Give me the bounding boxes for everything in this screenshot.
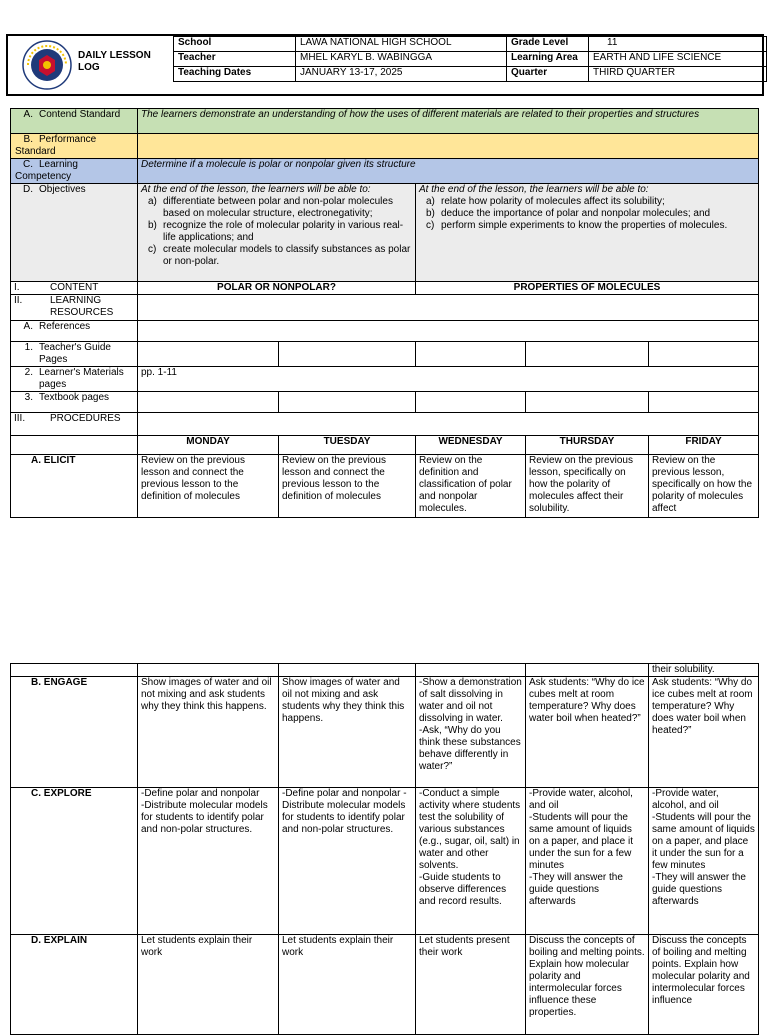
- row-carry-over: [11, 664, 759, 677]
- content-standard-text: The learners demonstrate an understanding of how the uses of different materials are related to their properties and structures: [138, 109, 759, 134]
- elicit-wednesday: Review on the definition and classification of polar and nonpolar molecules.: [416, 455, 526, 518]
- row-performance-standard: [11, 134, 759, 159]
- learning-area-label: Learning Area: [507, 52, 589, 67]
- row-objectives: [11, 184, 759, 282]
- teacher-label: Teacher: [174, 52, 296, 67]
- engage-wednesday: -Show a demonstration of salt dissolving in water and oil not dissolving in water. -Ask, “Why do you think these substances behave differently in water?”: [416, 677, 526, 788]
- learning-resources-label: II. LEARNING RESOURCES: [11, 295, 138, 321]
- teachers-guide-label: 1. Teacher's Guide Pages: [11, 342, 138, 367]
- explore-friday: -Provide water, alcohol, and oil -Students will pour the same amount of liquids on a paper, and place it under the sun for a few minutes -They will answer the guide questions afterwards: [649, 788, 759, 935]
- tb-tue: [279, 392, 416, 413]
- day-wednesday: WEDNESDAY: [416, 436, 526, 455]
- row-references: [11, 321, 759, 342]
- days-blank: [11, 436, 138, 455]
- learning-competency-text: Determine if a molecule is polar or nonpolar given its structure: [138, 159, 759, 184]
- school-value: LAWA NATIONAL HIGH SCHOOL: [296, 37, 507, 52]
- header-row-school: [174, 37, 767, 52]
- day-tuesday: TUESDAY: [279, 436, 416, 455]
- engage-monday: Show images of water and oil not mixing and ask students why they think this happens.: [138, 677, 279, 788]
- quarter-value: THIRD QUARTER: [589, 67, 767, 82]
- explain-wednesday: Let students present their work: [416, 935, 526, 1035]
- elicit-monday: Review on the previous lesson and connect the previous lesson to the definition of molecules: [138, 455, 279, 518]
- elicit-label: A. ELICIT: [11, 455, 138, 518]
- day-monday: MONDAY: [138, 436, 279, 455]
- tb-thu: [526, 392, 649, 413]
- carry-blank-3: [279, 664, 416, 677]
- grade-level-label: Grade Level: [507, 37, 589, 52]
- deped-seal-icon: [22, 40, 72, 90]
- explain-tuesday: Let students explain their work: [279, 935, 416, 1035]
- elicit-thursday: Review on the previous lesson, specifically on how the polarity of molecules affect their solubility.: [526, 455, 649, 518]
- references-label: A. References: [11, 321, 138, 342]
- teacher-value: MHEL KARYL B. WABINGGA: [296, 52, 507, 67]
- row-engage: [11, 677, 759, 788]
- day-thursday: THURSDAY: [526, 436, 649, 455]
- textbook-pages-label: 3. Textbook pages: [11, 392, 138, 413]
- learners-materials-label: 2. Learner's Materials pages: [11, 367, 138, 392]
- content-label: I. CONTENT: [11, 282, 138, 295]
- tb-wed: [416, 392, 526, 413]
- row-learners-materials: [11, 367, 759, 392]
- tg-wed: [416, 342, 526, 367]
- row-days: [11, 436, 759, 455]
- tb-mon: [138, 392, 279, 413]
- explain-thursday: Discuss the concepts of boiling and melting points. Explain how molecular polarity and intermolecular forces influence these properties.: [526, 935, 649, 1035]
- elicit-friday: Review on the previous lesson, specifically on how the polarity of molecules affect: [649, 455, 759, 518]
- day-friday: FRIDAY: [649, 436, 759, 455]
- objectives-label: D. Objectives: [11, 184, 138, 282]
- lesson-plan-table-continued: [10, 663, 759, 1035]
- engage-thursday: Ask students: “Why do ice cubes melt at room temperature? Why does water boil when heated?”: [526, 677, 649, 788]
- row-explain: [11, 935, 759, 1035]
- tg-thu: [526, 342, 649, 367]
- tg-tue: [279, 342, 416, 367]
- row-explore: [11, 788, 759, 935]
- explain-monday: Let students explain their work: [138, 935, 279, 1035]
- carry-blank-4: [416, 664, 526, 677]
- carry-blank-1: [11, 664, 138, 677]
- row-content: [11, 282, 759, 295]
- explain-label: D. EXPLAIN: [11, 935, 138, 1035]
- carry-blank-2: [138, 664, 279, 677]
- grade-level-value: 11: [589, 37, 767, 52]
- lesson-log-header: [6, 34, 764, 96]
- explore-label: C. EXPLORE: [11, 788, 138, 935]
- explain-friday: Discuss the concepts of boiling and melting points. Explain how molecular polarity and intermolecular forces influence: [649, 935, 759, 1035]
- content-right-topic: PROPERTIES OF MOLECULES: [416, 282, 759, 295]
- row-teachers-guide: [11, 342, 759, 367]
- row-textbook-pages: [11, 392, 759, 413]
- references-cell: [138, 321, 759, 342]
- objectives-left: At the end of the lesson, the learners will be able to: a) differentiate between polar and non-polar molecules based on molecular structure, electronegativity; b) recognize the role of molecular polarity in various real-life applications; and c) create molecular models to classify substances as polar or non-polar.: [138, 184, 416, 282]
- teaching-dates-label: Teaching Dates: [174, 67, 296, 82]
- content-left-topic: POLAR OR NONPOLAR?: [138, 282, 416, 295]
- quarter-label: Quarter: [507, 67, 589, 82]
- explore-wednesday: -Conduct a simple activity where students test the solubility of various substances (e.g., sugar, oil, salt) in water and other solvents. -Guide students to observe differences and record results.: [416, 788, 526, 935]
- explore-tuesday: -Define polar and nonpolar -Distribute molecular models for students to identify polar and non-polar structures.: [279, 788, 416, 935]
- procedures-label: III. PROCEDURES: [11, 413, 138, 436]
- learning-area-value: EARTH AND LIFE SCIENCE: [589, 52, 767, 67]
- objectives-right: At the end of the lesson, the learners will be able to: a) relate how polarity of molecules affect its solubility; b) deduce the importance of polar and nonpolar molecules; and c) perform simple experiments to know the properties of molecules.: [416, 184, 759, 282]
- elicit-tuesday: Review on the previous lesson and connect the previous lesson to the definition of molecules: [279, 455, 416, 518]
- learners-materials-value: pp. 1-11: [138, 367, 759, 392]
- learning-resources-cell: [138, 295, 759, 321]
- header-row-teacher: [174, 52, 767, 67]
- header-info-table: [173, 36, 767, 82]
- tb-fri: [649, 392, 759, 413]
- explore-monday: -Define polar and nonpolar -Distribute molecular models for students to identify polar and non-polar structures.: [138, 788, 279, 935]
- teaching-dates-value: JANUARY 13-17, 2025: [296, 67, 507, 82]
- row-learning-competency: [11, 159, 759, 184]
- row-learning-resources: [11, 295, 759, 321]
- carry-over-friday: their solubility.: [649, 664, 759, 677]
- carry-blank-5: [526, 664, 649, 677]
- row-procedures: [11, 413, 759, 436]
- engage-friday: Ask students: “Why do ice cubes melt at room temperature? Why does water boil when heated?”: [649, 677, 759, 788]
- performance-standard-label: B. Performance Standard: [11, 134, 138, 159]
- lesson-plan-table: [10, 108, 759, 518]
- engage-tuesday: Show images of water and oil not mixing and ask students why they think this happens.: [279, 677, 416, 788]
- content-standard-label: A. Contend Standard: [11, 109, 138, 134]
- row-elicit: [11, 455, 759, 518]
- procedures-cell: [138, 413, 759, 436]
- header-row-dates: [174, 67, 767, 82]
- daily-lesson-log-title: DAILY LESSON LOG: [78, 50, 151, 73]
- row-content-standard: [11, 109, 759, 134]
- learning-competency-label: C. Learning Competency: [11, 159, 138, 184]
- performance-standard-text: [138, 134, 759, 159]
- tg-mon: [138, 342, 279, 367]
- school-label: School: [174, 37, 296, 52]
- tg-fri: [649, 342, 759, 367]
- engage-label: B. ENGAGE: [11, 677, 138, 788]
- explore-thursday: -Provide water, alcohol, and oil -Students will pour the same amount of liquids on a paper, and place it under the sun for a few minutes -They will answer the guide questions afterwards: [526, 788, 649, 935]
